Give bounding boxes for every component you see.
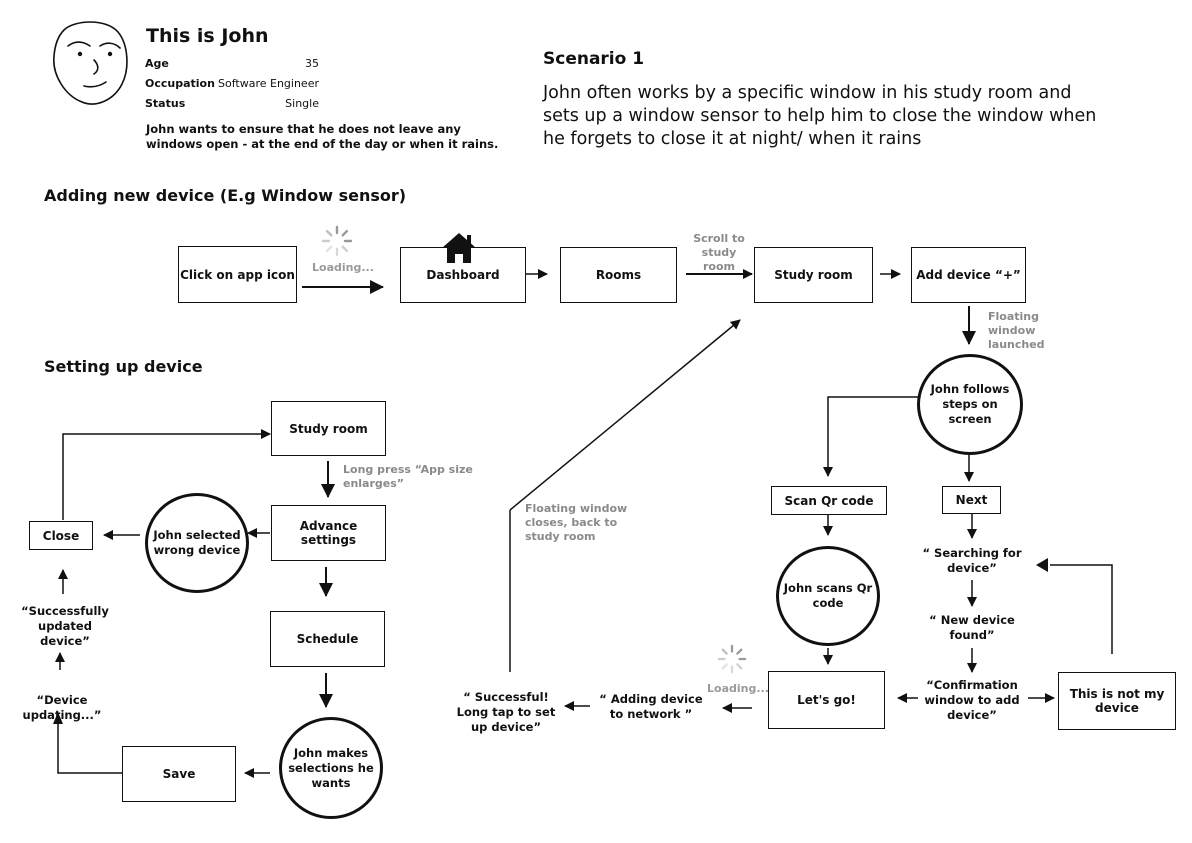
scroll-note: Scroll to study room: [693, 232, 745, 273]
save-box: Save: [122, 746, 236, 802]
john-wrong-device-circle: John selected wrong device: [145, 493, 249, 593]
persona-details: [144, 54, 320, 114]
device-updating-label: “Device updating...”: [22, 693, 102, 722]
not-my-device-box: This is not my device: [1058, 672, 1176, 730]
persona-row-status: [144, 94, 320, 114]
section-setting-up-device: Setting up device: [44, 357, 203, 376]
persona-value: 35: [305, 57, 319, 70]
scenario-text: John often works by a specific window in his study room and sets up a window sensor to help him to close the window when he forgets to close it at night/ when it rains: [543, 83, 1097, 149]
arrowhead-back-to-searching: [1036, 558, 1048, 572]
study-room-box-top: Study room: [754, 247, 873, 303]
scenario-title: Scenario 1: [543, 49, 645, 69]
floating-closes-note: Floating window closes, back to study room: [525, 502, 628, 543]
next-box: Next: [942, 486, 1001, 514]
line-notmine-back: [1050, 565, 1112, 654]
john-scans-circle: John scans Qr code: [776, 546, 880, 646]
dashboard-box: Dashboard: [400, 247, 526, 303]
loading-label: Loading...: [312, 261, 374, 274]
persona-label: Age: [145, 57, 169, 70]
lets-go-box: Let's go!: [768, 671, 885, 729]
advance-settings-box: Advance settings: [271, 505, 386, 561]
arrow-back-to-study-room: [510, 320, 740, 510]
schedule-box: Schedule: [270, 611, 385, 667]
persona-value: Single: [285, 97, 319, 110]
section-adding-device: Adding new device (E.g Window sensor): [44, 186, 407, 205]
persona-row-occupation: [144, 74, 320, 94]
persona-value: Software Engineer: [218, 77, 319, 90]
persona-label: Occupation: [145, 77, 215, 90]
adding-network-label: “ Adding device to network ”: [599, 692, 703, 721]
loading-spinner-icon: [320, 224, 354, 258]
new-device-label: “ New device found”: [929, 613, 1015, 642]
home-icon: [441, 232, 477, 264]
searching-label: “ Searching for device”: [922, 546, 1022, 575]
click-app-icon-box: Click on app icon: [178, 246, 297, 303]
face-sketch-icon: [44, 16, 140, 112]
loading-label-2: Loading...: [707, 682, 769, 695]
successful-label: “ Successful! Long tap to set up device”: [456, 690, 556, 734]
arrow-follows-to-scan: [828, 397, 918, 476]
loading-spinner-icon: [716, 643, 748, 675]
close-box: Close: [29, 521, 93, 550]
rooms-box: Rooms: [560, 247, 677, 303]
long-press-note: Long press “App size enlarges”: [343, 463, 473, 490]
persona-title: This is John: [146, 25, 269, 47]
floating-launched-note: Floating window launched: [988, 310, 1045, 351]
scan-qr-box: Scan Qr code: [771, 486, 887, 515]
persona-goal: John wants to ensure that he does not leave any windows open - at the end of the day or when it rains.: [146, 122, 499, 151]
persona-label: Status: [145, 97, 186, 110]
confirmation-label: “Confirmation window to add device”: [924, 678, 1020, 722]
line-save-to-updating: [58, 723, 122, 773]
success-updated-label: “Successfully updated device”: [21, 604, 109, 648]
john-selections-circle: John makes selections he wants: [279, 717, 383, 819]
add-device-box: Add device “+”: [911, 247, 1026, 303]
john-follows-circle: John follows steps on screen: [917, 354, 1023, 455]
study-room-box: Study room: [271, 401, 386, 456]
persona-row-age: [144, 54, 320, 74]
